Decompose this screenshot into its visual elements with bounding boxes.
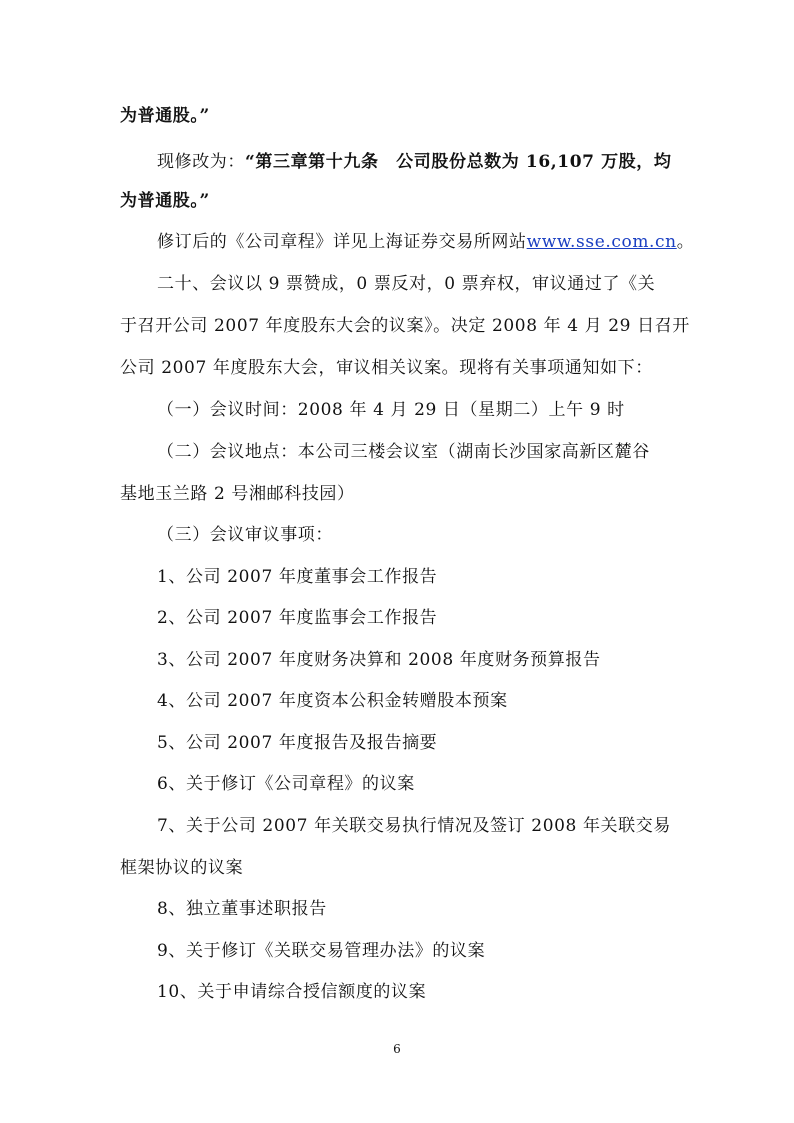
list-item (0, 939, 794, 963)
text: 4、公司 2007 年度资本公积金转赠股本预案 (157, 691, 508, 711)
text: 为普通股。” (120, 106, 210, 126)
text: 修订后的《公司章程》详见上海证券交易所网站 (157, 232, 527, 252)
bold-text: “第三章第十九条 公司股份总数为 16,107 万股，均 (245, 152, 672, 172)
paragraph-line (0, 523, 794, 547)
paragraph-line (0, 314, 794, 338)
paragraph-line (0, 440, 794, 464)
text: 3、公司 2007 年度财务决算和 2008 年度财务预算报告 (157, 650, 601, 670)
text: （三）会议审议事项： (157, 525, 333, 545)
list-item (0, 814, 794, 838)
text: 8、独立董事述职报告 (157, 899, 327, 919)
paragraph-line (0, 398, 794, 422)
list-item (0, 689, 794, 713)
list-item (0, 772, 794, 796)
paragraph-line (0, 272, 794, 296)
list-item (0, 980, 794, 1004)
list-item-continuation (0, 856, 794, 880)
website-link[interactable]: www.sse.com.cn (526, 232, 677, 252)
paragraph-line (0, 230, 794, 254)
text: 基地玉兰路 2 号湘邮科技园） (120, 484, 355, 504)
text: 9、关于修订《关联交易管理办法》的议案 (157, 941, 486, 961)
page-number: 6 (393, 1042, 401, 1056)
text: 5、公司 2007 年度报告及报告摘要 (157, 733, 438, 753)
paragraph-line (0, 104, 794, 128)
text: 6、关于修订《公司章程》的议案 (157, 774, 415, 794)
list-item (0, 897, 794, 921)
text: （二）会议地点：本公司三楼会议室（湖南长沙国家高新区麓谷 (157, 442, 650, 462)
list-item (0, 565, 794, 589)
paragraph-line (0, 189, 794, 213)
list-item (0, 606, 794, 630)
text: 10、关于申请综合授信额度的议案 (157, 982, 427, 1002)
paragraph-line (0, 150, 794, 174)
text: 1、公司 2007 年度董事会工作报告 (157, 567, 438, 587)
text: 二十、会议以 9 票赞成，0 票反对，0 票弃权，审议通过了《关 (157, 274, 656, 294)
paragraph-line (0, 482, 794, 506)
text: （一）会议时间：2008 年 4 月 29 日（星期二）上午 9 时 (157, 400, 625, 420)
text: 于召开公司 2007 年度股东大会的议案》。决定 2008 年 4 月 29 日召开 (120, 316, 690, 336)
paragraph-line (0, 356, 794, 380)
text: 。 (676, 232, 695, 252)
text: 7、关于公司 2007 年关联交易执行情况及签订 2008 年关联交易 (157, 816, 671, 836)
list-item (0, 731, 794, 755)
text: 框架协议的议案 (120, 858, 244, 878)
text: 公司 2007 年度股东大会，审议相关议案。现将有关事项通知如下： (120, 358, 653, 378)
text: 2、公司 2007 年度监事会工作报告 (157, 608, 438, 628)
list-item (0, 648, 794, 672)
text: 现修改为： (157, 152, 245, 172)
text: 为普通股。” (120, 191, 210, 211)
